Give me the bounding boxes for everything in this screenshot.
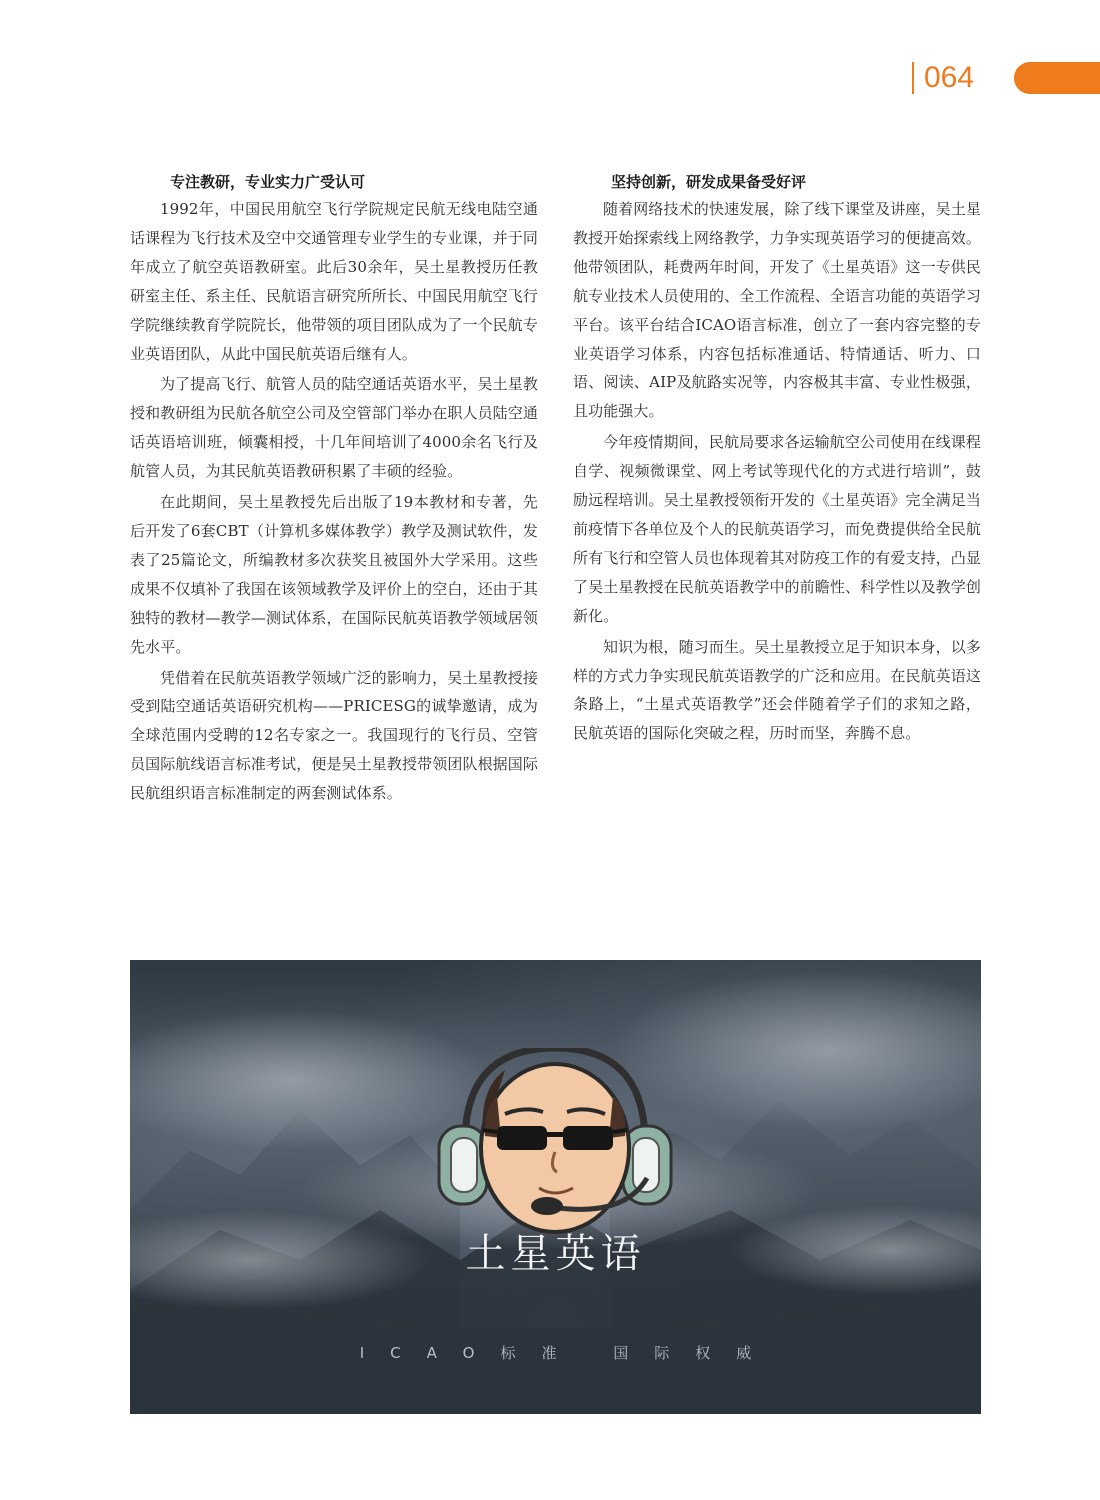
banner-tagline-bar — [130, 1328, 981, 1414]
page-number-divider — [912, 62, 914, 94]
paragraph: 1992年，中国民用航空飞行学院规定民航无线电陆空通话课程为飞行技术及空中交通管理专业学生的专业课，并于同年成立了航空英语教研室。此后30余年，吴土星教授历任教研室主任、系主任、民航语言研究所所长、中国民用航空飞行学院继续教育学院院长，他带领的项目团队成为了一个民航专业英语团队，从此中国民航英语后继有人。 — [130, 200, 538, 363]
banner-title: 土星英语 — [465, 1231, 646, 1277]
page-number: 064 — [924, 61, 975, 94]
saturn-english-banner — [130, 960, 981, 1414]
banner-tagline: ICAO标准 国际权威 — [359, 1344, 778, 1362]
paragraph: 随着网络技术的快速发展，除了线下课堂及讲座，吴土星教授开始探索线上网络教学，力争实现英语学习的便捷高效。他带领团队，耗费两年时间，开发了《土星英语》这一专供民航专业技术人员使用的、全工作流程、全语言功能的英语学习平台。该平台结合ICAO语言标准，创立了一套内容完整的专业英语学习体系，内容包括标准通话、特情通话、听力、口语、阅读、AIP及航路实况等，内容极其丰富、专业性极强，且功能强大。 — [573, 200, 981, 421]
paragraph: 为了提高飞行、航管人员的陆空通话英语水平，吴土星教授和教研组为民航各航空公司及空管部门举办在职人员陆空通话英语培训班，倾囊相授，十几年间培训了4000余名飞行及航管人员，为其民航英语教研积累了丰硕的经验。 — [130, 375, 538, 481]
paragraph: 今年疫情期间，民航局要求各运输航空公司使用在线课程自学、视频微课堂、网上考试等现代化的方式进行培训”，鼓励远程培训。吴土星教授领衔开发的《土星英语》完全满足当前疫情下各单位及个人的民航英语学习，而免费提供给全民航所有飞行和空管人员也体现着其对防疫工作的有爱支持，凸显了吴土星教授在民航英语教学中的前瞻性、科学性以及教学创新化。 — [573, 433, 981, 625]
paragraph: 凭借着在民航英语教学领域广泛的影响力，吴土星教授接受到陆空通话英语研究机构——PRICESG的诚挚邀请，成为全球范围内受聘的12名专家之一。我国现行的飞行员、空管员国际航线语言标准考试，便是吴土星教授带领团队根据国际民航组织语言标准制定的两套测试体系。 — [130, 668, 538, 803]
right-column — [573, 170, 981, 748]
section-heading-right: 坚持创新，研发成果备受好评 — [611, 173, 807, 191]
left-column — [130, 170, 538, 808]
page-tab-accent — [1014, 62, 1100, 94]
section-heading-left: 专注教研，专业实力广受认可 — [170, 173, 366, 191]
paragraph: 在此期间，吴土星教授先后出版了19本教材和专著，先后开发了6套CBT（计算机多媒体教学）教学及测试软件，发表了25篇论文，所编教材多次获奖且被国外大学采用。这些成果不仅填补了我国在该领域教学及评价上的空白，还由于其独特的教材—教学—测试体系，在国际民航英语教学领域居领先水平。 — [130, 493, 538, 656]
mascot-illustration — [435, 1048, 675, 1238]
paragraph: 知识为根，随习而生。吴土星教授立足于知识本身，以多样的方式力争实现民航英语教学的广泛和应用。在民航英语这条路上，“土星式英语教学”还会伴随着学子们的求知之路，民航英语的国际化突破之程，历时而坚，奔腾不息。 — [573, 637, 981, 743]
